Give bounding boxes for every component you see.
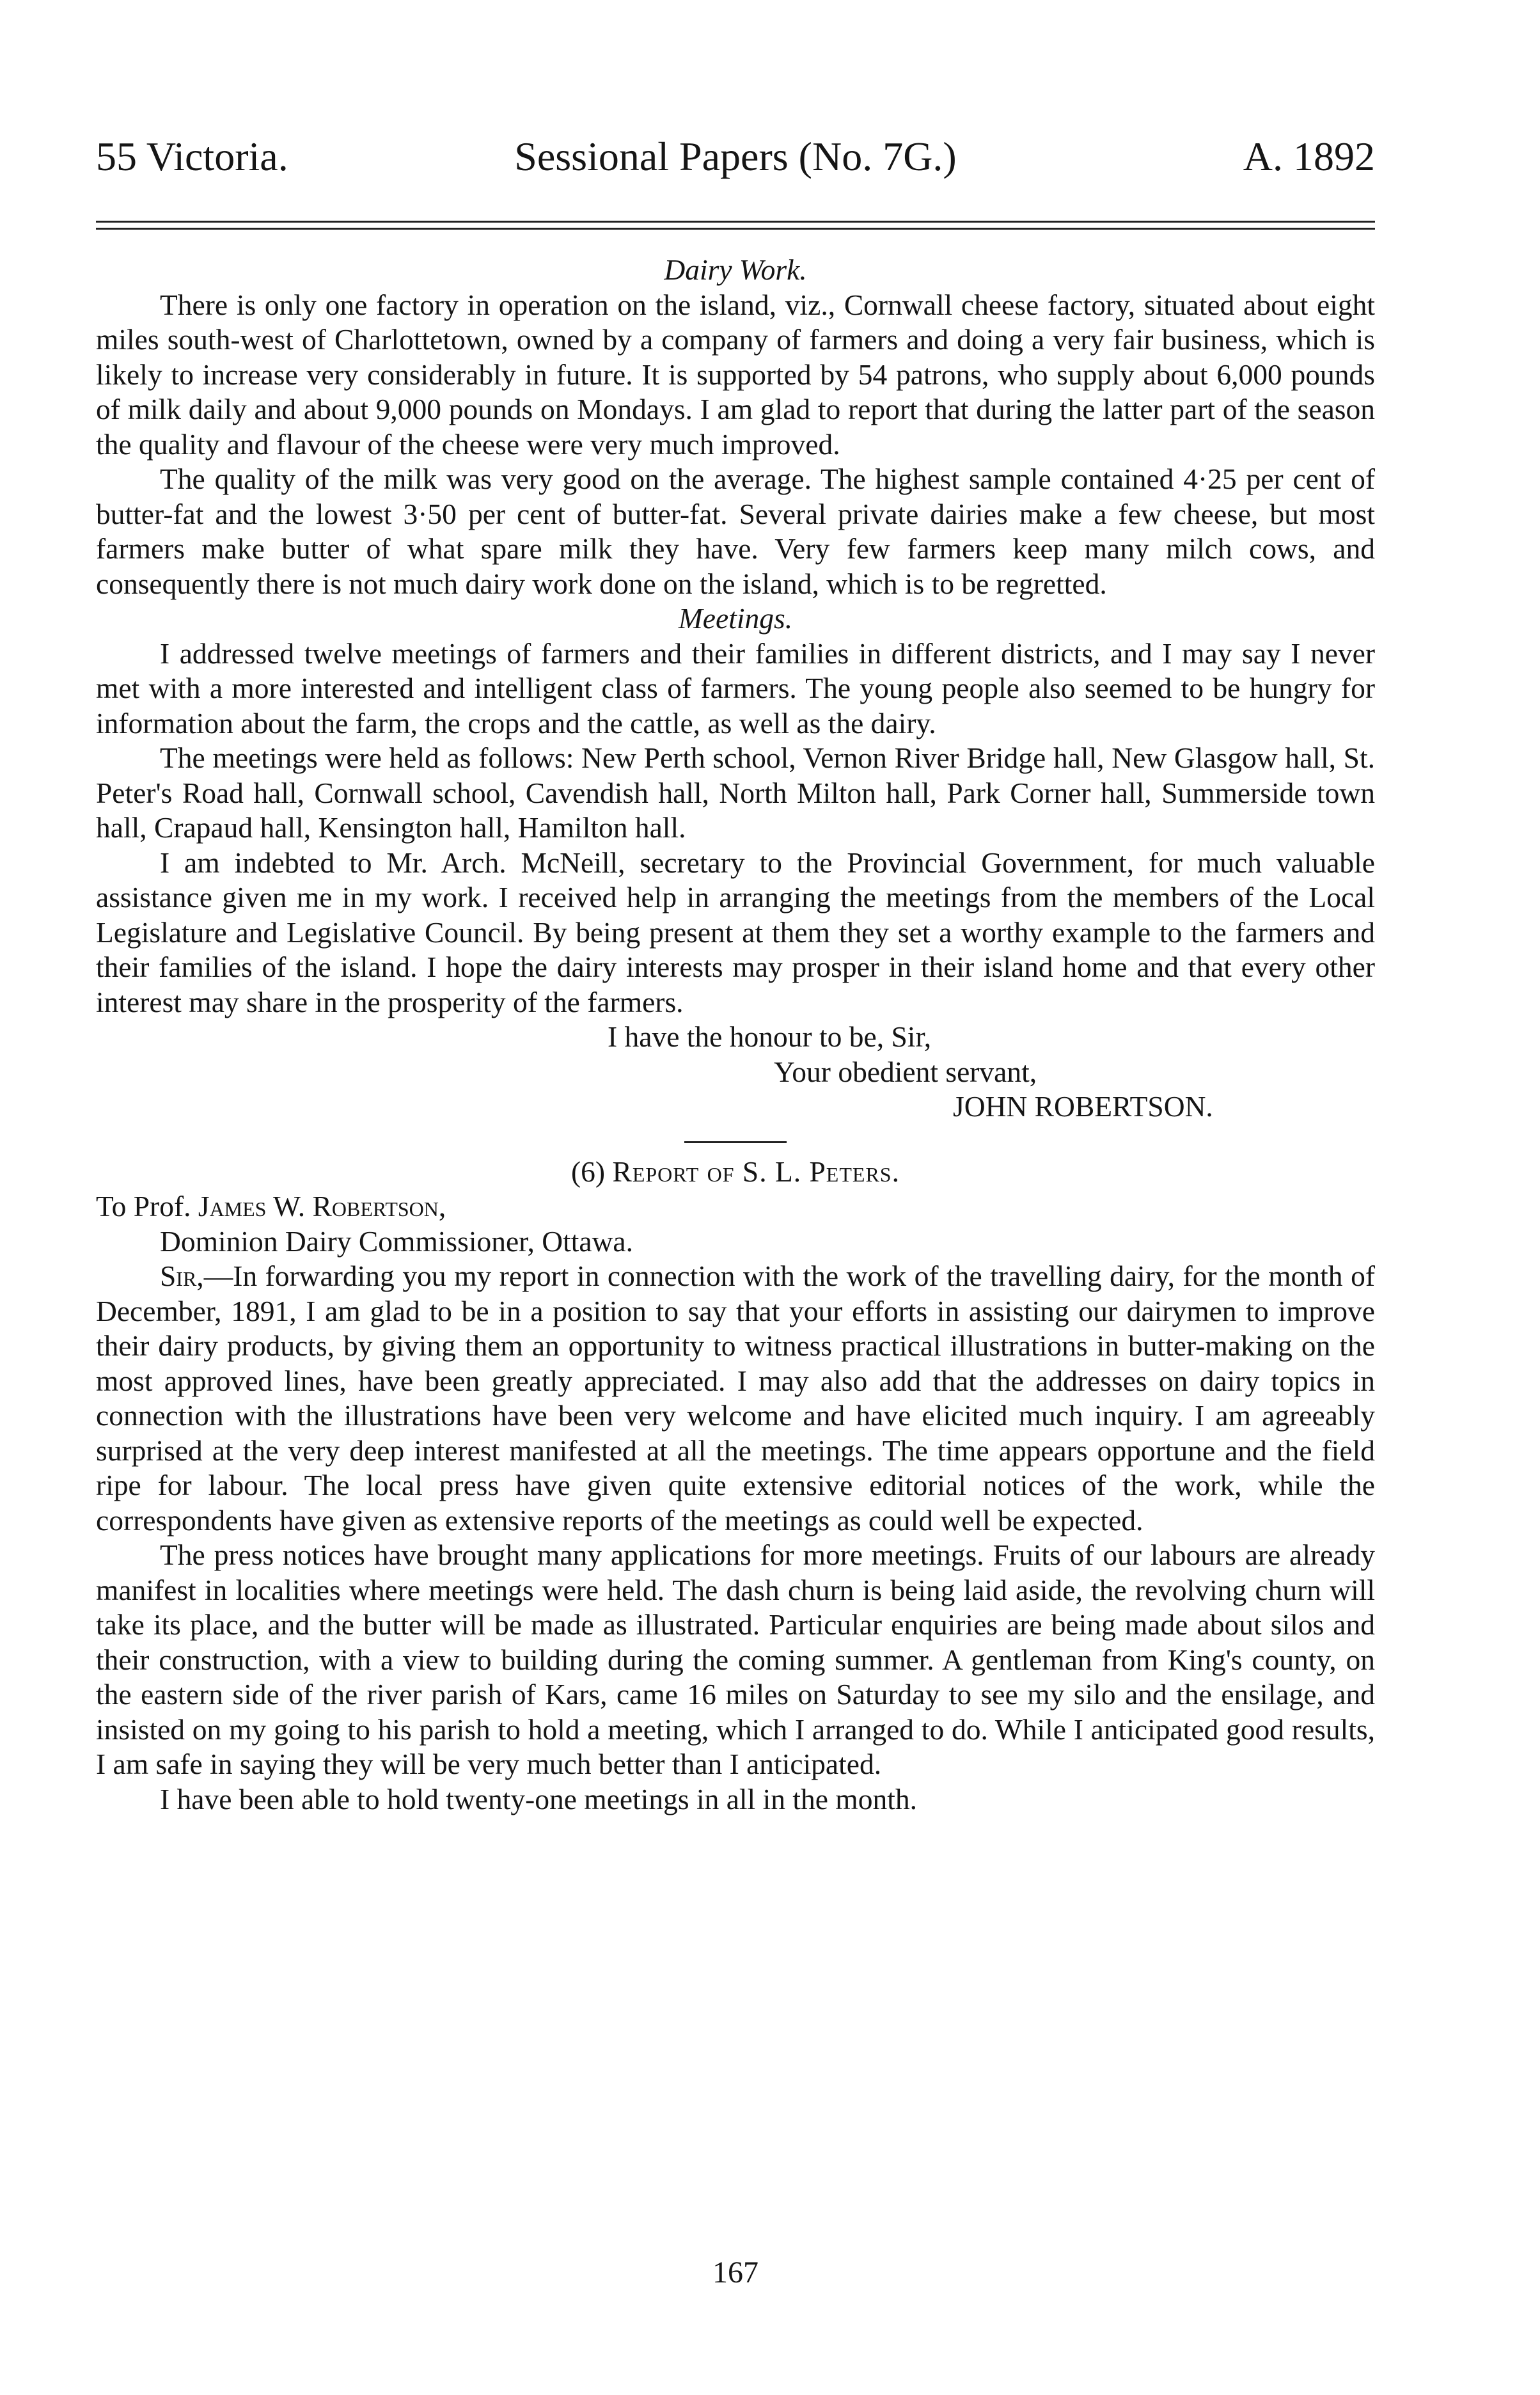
page-header: [96, 131, 1375, 182]
section-title-meetings: Meetings.: [678, 602, 793, 635]
report-heading: [96, 1155, 1375, 1190]
paragraph: [96, 1259, 1375, 1538]
header-sessional-papers: Sessional Papers (No. 7G.): [514, 134, 957, 179]
report-number: (6): [571, 1155, 606, 1188]
paragraph: There is only one factory in operation on the island, viz., Cornwall cheese factory, situated about eight miles south-west of Charlottetown, owned by a company of farmers and doing a very fair business, which is likely to increase very considerably in future. It is supported by 54 patrons, who supply about 6,000 pounds of milk daily and about 9,000 pounds on Mondays. I am glad to report that during the latter part of the season the quality and flavour of the cheese were very much improved.: [96, 288, 1375, 461]
section-divider: [684, 1141, 787, 1143]
section-title-dairy-work: Dairy Work.: [664, 253, 807, 286]
document-page: [96, 0, 1375, 2395]
signoff-closing: I have the honour to be, Sir,: [608, 1020, 932, 1053]
paragraph-text: —In forwarding you my report in connection with the work of the travelling dairy, for the month of December, 1891, I am glad to be in a position to say that your efforts in assisting our dairymen to improve their dairy products, by giving them an opportunity to witness practical illustrations in butter-making on the most approved lines, have been greatly appreciated. I may also add that the addresses on dairy topics in connection with the illustrations have been very welcome and have elicited much inquiry. I am agreeably surprised at the very deep interest manifested at all the meetings. The time appears opportune and the field ripe for labour. The local press have given quite extensive editorial notices of the work, while the correspondents have given as extensive reports of the meetings as could well be expected.: [96, 1260, 1375, 1537]
address-title: Dominion Dairy Commissioner, Ottawa.: [160, 1224, 633, 1258]
paragraph: The press notices have brought many applications for more meetings. Fruits of our labours are already manifest in localities where meetings were held. The dash churn is being laid aside, the revolving churn will take its place, and the butter will be made as illustrated. Particular enquiries are being made about silos and their construction, with a view to building during the coming summer. A gentleman from King's county, on the eastern side of the river parish of Kars, came 16 miles on Saturday to see my silo and the ensilage, and insisted on my going to his parish to hold a meeting, which I arranged to do. While I anticipated good results, I am safe in saying they will be very much better than I anticipated.: [96, 1538, 1375, 1780]
signoff-servant: Your obedient servant,: [774, 1055, 1037, 1088]
body-text: [96, 253, 1375, 1817]
paragraph: I have been able to hold twenty-one meetings in all in the month.: [160, 1782, 917, 1815]
report-title: Report of S. L. Peters.: [612, 1155, 900, 1188]
address-prefix: To Prof.: [96, 1190, 191, 1222]
paragraph: I addressed twelve meetings of farmers and their families in different districts, and I may say I never met with a more interested and intelligent class of farmers. The young people also seemed to be hungry for information about the farm, the crops and the cattle, as well as the dairy.: [96, 636, 1375, 739]
header-double-rule: [96, 221, 1375, 230]
header-session: 55 Victoria.: [96, 134, 288, 179]
paragraph: The meetings were held as follows: New Perth school, Vernon River Bridge hall, New Glasgow hall, St. Peter's Road hall, Cornwall school, Cavendish hall, North Milton hall, Park Corner hall, Summerside town hall, Crapaud hall, Kensington hall, Hamilton hall.: [96, 741, 1375, 844]
header-year: A. 1892: [1243, 134, 1375, 179]
address-recipient: [96, 1189, 1375, 1224]
signoff-name: JOHN ROBERTSON.: [953, 1090, 1213, 1123]
salutation: Sir,: [160, 1260, 204, 1292]
paragraph: The quality of the milk was very good on the average. The highest sample contained 4·25 per cent of butter-fat and the lowest 3·50 per cent of butter-fat. Several private dairies make a few cheese, but most farmers make butter of what spare milk they have. Very few farmers keep many milch cows, and consequently there is not much dairy work done on the island, which is to be regretted.: [96, 462, 1375, 600]
paragraph: I am indebted to Mr. Arch. McNeill, secretary to the Provincial Government, for much valuable assistance given me in my work. I received help in arranging the meetings from the members of the Local Legislature and Legislative Council. By being present at them they set a worthy example to the farmers and their families of the island. I hope the dairy interests may prosper in their island home and that every other interest may share in the prosperity of the farmers.: [96, 846, 1375, 1018]
address-name: James W. Robertson,: [198, 1190, 446, 1222]
page-number: 167: [712, 2256, 758, 2289]
